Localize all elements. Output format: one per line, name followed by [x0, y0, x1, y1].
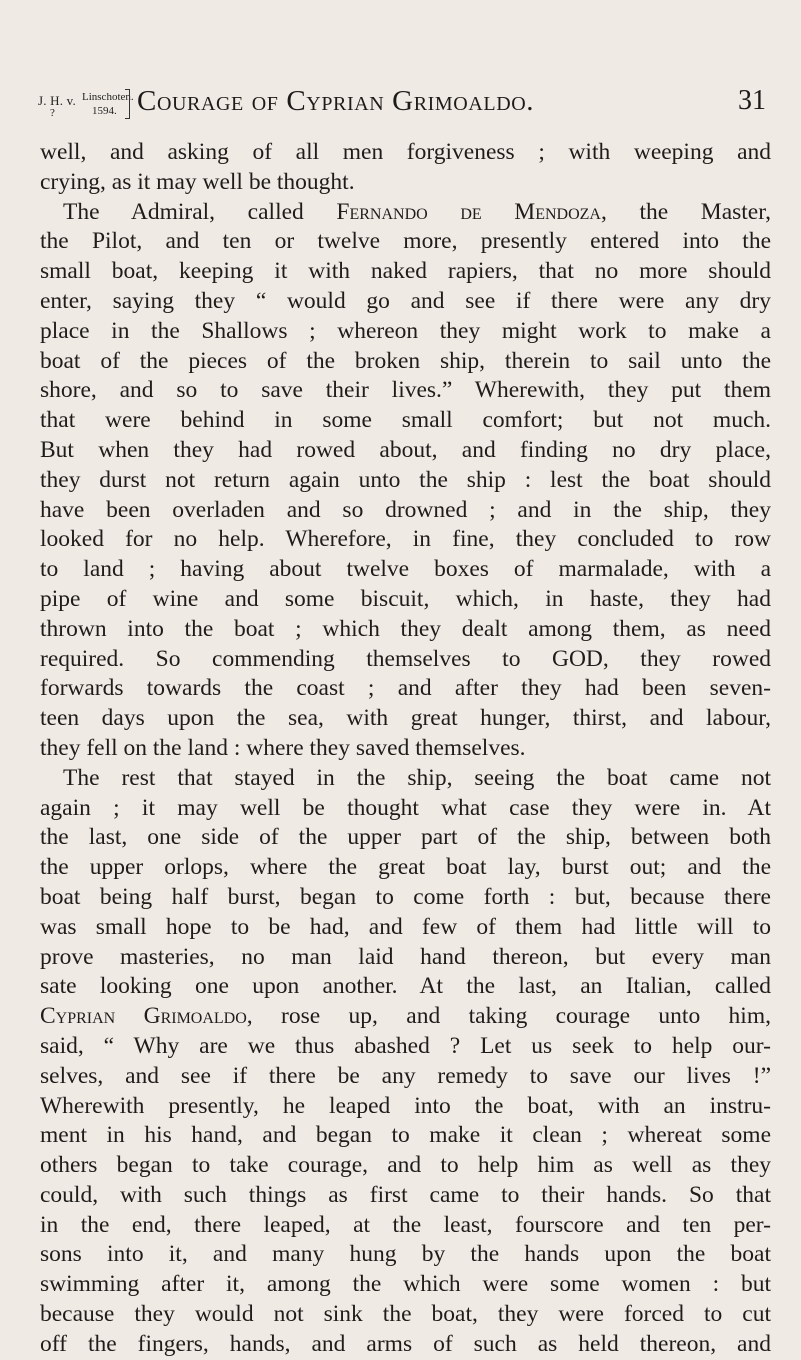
- text-line: the Pilot, and ten or twelve more, presently entered into the: [40, 228, 771, 255]
- text-line: enter, saying they “ would go and see if there were any dry: [40, 287, 771, 314]
- text-line: The Admiral, called Fernando de Mendoza, the Master,: [63, 198, 772, 225]
- text-line: to land ; having about twelve boxes of marmalade, with a: [40, 556, 771, 583]
- body-text: [40, 138, 771, 1360]
- text-line: said, “ Why are we thus abashed ? Let us seek to help our-: [40, 1032, 771, 1059]
- text-line: have been overladen and so drowned ; and in the ship, they: [40, 496, 771, 523]
- text-line: selves, and see if there be any remedy to save our lives !”: [40, 1062, 771, 1089]
- side-attribution: [38, 91, 134, 121]
- text-line: could, with such things as first came to their hands. So that: [40, 1181, 771, 1208]
- text-line: pipe of wine and some biscuit, which, in haste, they had: [40, 585, 771, 612]
- text-line: they fell on the land : where they saved themselves.: [40, 734, 526, 761]
- text-line: But when they had rowed about, and finding no dry place,: [40, 436, 771, 463]
- text-line: ment in his hand, and began to make it clean ; whereat some: [40, 1122, 771, 1149]
- text-line: they durst not return again unto the ship : lest the boat should: [40, 466, 771, 493]
- text-line: off the fingers, hands, and arms of such as held thereon, and: [40, 1330, 771, 1357]
- text-line: crying, as it may well be thought.: [40, 168, 355, 195]
- text-line: boat being half burst, began to come forth : but, because there: [40, 883, 771, 910]
- text-line: required. So commending themselves to GOD, they rowed: [40, 645, 771, 672]
- text-line: because they would not sink the boat, they were forced to cut: [40, 1301, 771, 1328]
- attribution-query-mark: ?: [50, 107, 55, 119]
- text-line: sons into it, and many hung by the hands upon the boat: [40, 1241, 771, 1268]
- text-line: thrown into the boat ; which they dealt among them, as need: [40, 615, 771, 642]
- text-line: prove masteries, no man laid hand thereon, but every man: [40, 943, 771, 970]
- text-line: The rest that stayed in the ship, seeing the boat came not: [63, 764, 771, 791]
- attribution-year: 1594.: [92, 105, 117, 117]
- text-line: the last, one side of the upper part of the ship, between both: [40, 824, 771, 851]
- text-line: the upper orlops, where the great boat lay, burst out; and the: [40, 854, 771, 881]
- text-line: Wherewith presently, he leaped into the boat, with an instru-: [40, 1092, 771, 1119]
- text-line: well, and asking of all men forgiveness ; with weeping and: [40, 139, 771, 165]
- text-line: Cyprian Grimoaldo, rose up, and taking courage unto him,: [40, 1003, 771, 1030]
- text-line: small boat, keeping it with naked rapiers, that no more should: [40, 258, 771, 285]
- text-line: shore, and so to save their lives.” Wherewith, they put them: [40, 377, 771, 404]
- text-line: sate looking one upon another. At the last, an Italian, called: [40, 973, 771, 1000]
- text-line: teen days upon the sea, with great hunger, thirst, and labour,: [40, 705, 771, 732]
- text-line: that were behind in some small comfort; but not much.: [40, 407, 771, 434]
- running-title: Courage of Cyprian Grimoaldo.: [137, 85, 535, 117]
- text-line: in the end, there leaped, at the least, fourscore and ten per-: [40, 1211, 771, 1238]
- attribution-author: Linschoten.: [82, 91, 134, 103]
- running-head: [38, 85, 766, 125]
- page-number: 31: [738, 85, 766, 116]
- text-line: boat of the pieces of the broken ship, therein to sail unto the: [40, 347, 771, 374]
- text-line: again ; it may well be thought what case they were in. At: [40, 794, 771, 821]
- text-line: forwards towards the coast ; and after they had been seven-: [40, 675, 771, 702]
- attribution-bracket: [125, 89, 130, 119]
- text-line: others began to take courage, and to help him as well as they: [40, 1152, 771, 1179]
- attribution-initials: J. H. v.: [38, 93, 76, 108]
- text-line: place in the Shallows ; whereon they might work to make a: [40, 317, 771, 344]
- text-line: looked for no help. Wherefore, in fine, they concluded to row: [40, 526, 771, 553]
- text-line: was small hope to be had, and few of them had little will to: [40, 913, 771, 940]
- text-line: swimming after it, among the which were some women : but: [40, 1271, 771, 1298]
